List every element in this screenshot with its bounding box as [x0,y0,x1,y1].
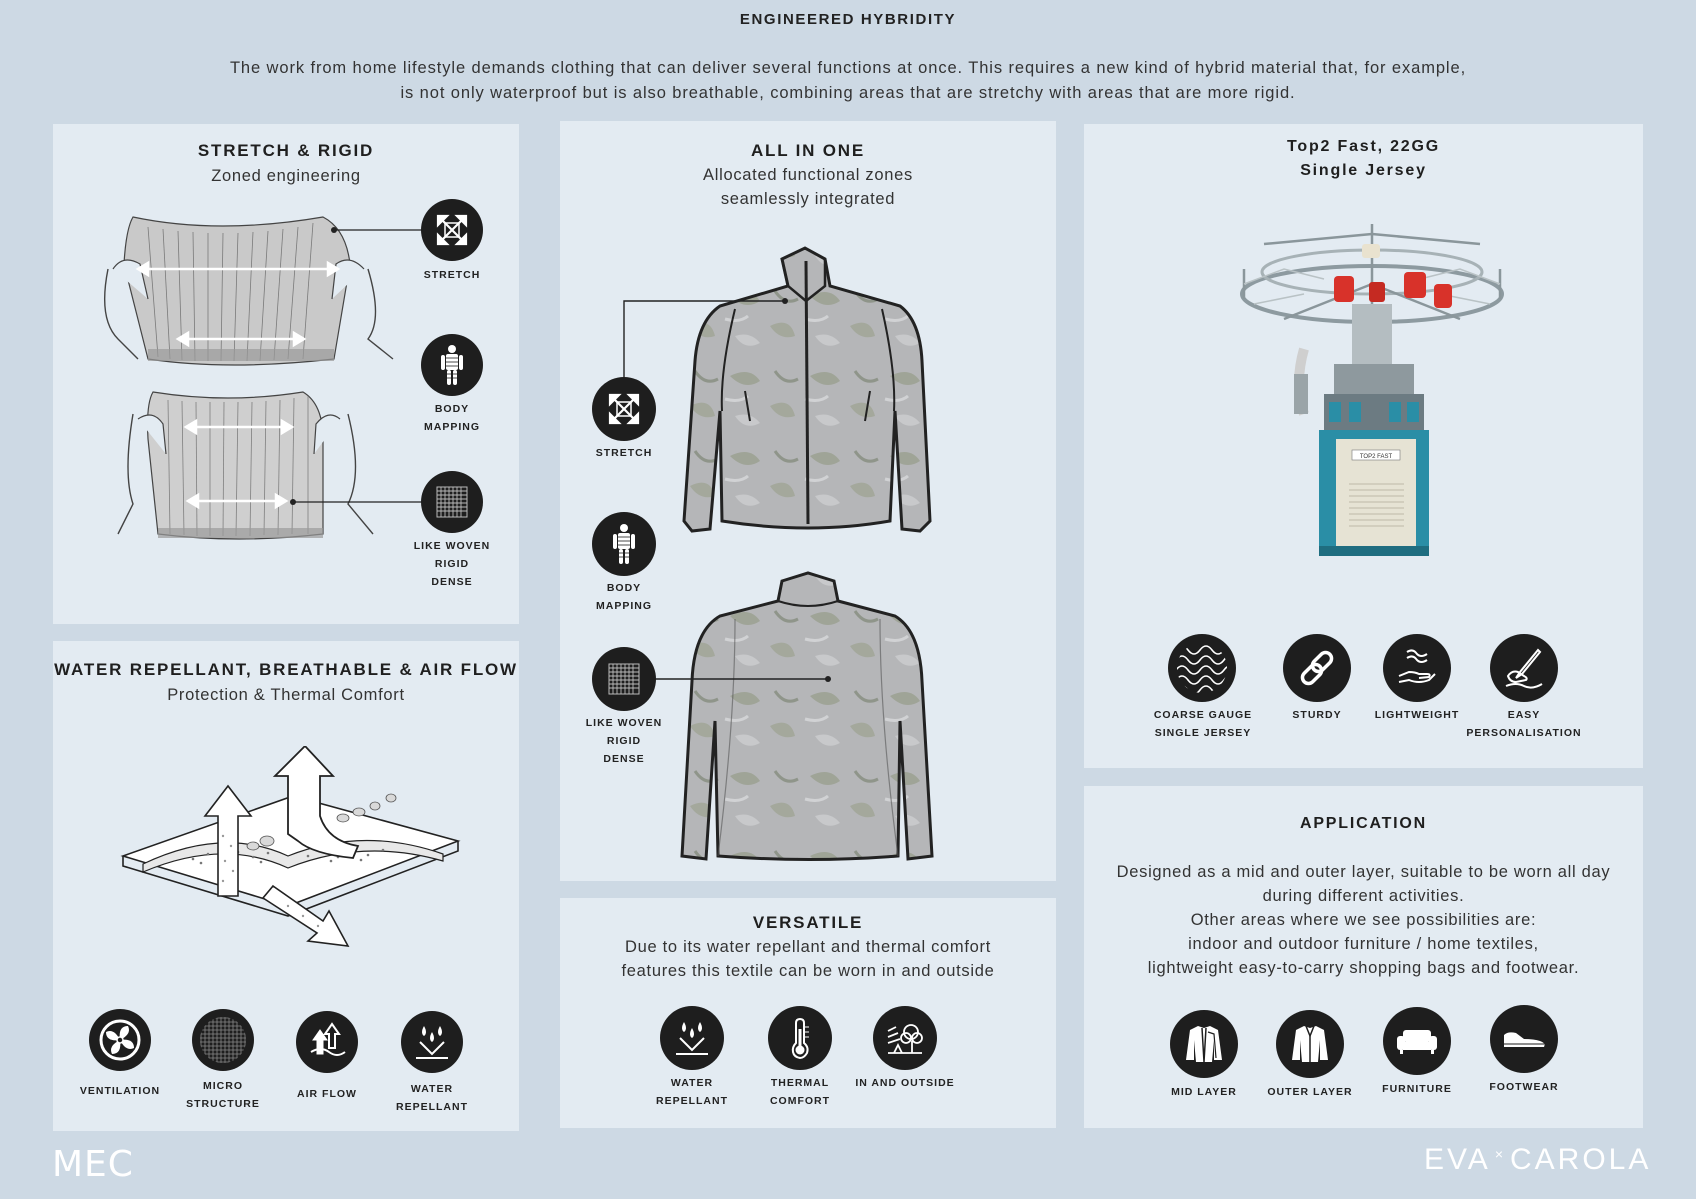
label-stretch: STRETCH [595,447,653,459]
logo-carola: CAROLA [1510,1143,1652,1176]
panel-machine [1084,124,1643,768]
label-outer-layer: OUTER LAYER [1267,1086,1353,1098]
air-flow-icon [296,1011,358,1073]
label-sturdy: STURDY [1292,709,1342,721]
water-drops-icon [401,1011,463,1073]
panel-stretch-rigid [53,124,519,624]
label-ventilation: VENTILATION [79,1085,161,1097]
jacket-back [682,573,932,860]
machine-plate-text: TOP2 FAST [1359,454,1393,460]
panel-versatile [560,898,1056,1128]
jacket-front [684,248,930,531]
micro-structure-icon [192,1009,254,1071]
panel-title: STRETCH & RIGID [197,141,375,160]
body-mapping-icon [592,512,656,576]
panel-title: WATER REPELLANT, BREATHABLE & AIR FLOW [54,660,518,679]
label-lightweight: LIGHTWEIGHT [1374,709,1460,721]
label-water-repellant: WATER REPELLANT [396,1083,468,1113]
panel-title: VERSATILE [752,913,864,932]
mec-logo: MEC [52,1144,134,1185]
sofa-icon [1383,1007,1451,1075]
panel-subtitle-2: seamlessly integrated [720,190,896,208]
woven-texture-icon [421,471,483,533]
ventilation-icon [89,1009,151,1071]
outer-layer-jacket-icon [1276,1010,1344,1078]
label-body-mapping: BODY MAPPING [595,582,652,612]
machine-subtitle: Single Jersey [1300,162,1427,179]
chain-link-icon [1283,634,1351,702]
knitting-machine-image [1224,224,1524,584]
label-coarse-gauge: COARSE GAUGE SINGLE JERSEY [1153,709,1253,739]
intro-line-2: is not only waterproof but is also breathable, combining areas that are stretchy with areas that are more rigid. [400,84,1296,102]
label-easy-personalisation: EASY PERSONALISATION [1466,709,1582,739]
panel-title: ALL IN ONE [750,141,866,160]
panel-text-1: Due to its water repellant and thermal comfort [624,938,992,956]
panel-subtitle-1: Allocated functional zones [703,166,913,184]
label-footwear: FOOTWEAR [1489,1081,1559,1093]
stretch-icon [421,199,483,261]
hand-pen-icon [1490,634,1558,702]
mid-layer-jacket-icon [1170,1010,1238,1078]
label-mid-layer: MID LAYER [1171,1086,1237,1098]
label-like-woven: LIKE WOVEN RIGID DENSE [413,540,491,588]
stretch-icon [592,377,656,441]
page-title: ENGINEERED HYBRIDITY [739,11,957,28]
body-mapping-icon [421,334,483,396]
knit-loop-icon [1168,634,1236,702]
label-like-woven: LIKE WOVEN RIGID DENSE [585,717,663,765]
panel-subtitle: Zoned engineering [211,167,361,185]
panel-all-in-one [560,121,1056,881]
tree-outdoor-icon [873,1006,937,1070]
label-in-and-outside: IN AND OUTSIDE [855,1077,955,1089]
panel-application [1084,786,1643,1128]
label-furniture: FURNITURE [1382,1083,1452,1095]
application-line-3: Other areas where we see possibilities are: [1190,911,1537,929]
application-line-5: lightweight easy-to-carry shopping bags and footwear. [1147,959,1580,977]
panel-title: APPLICATION [1299,815,1428,832]
label-thermal-comfort: THERMAL COMFORT [769,1077,831,1107]
label-water-repellant: WATER REPELLANT [656,1077,728,1107]
thermometer-icon [768,1006,832,1070]
application-line-4: indoor and outdoor furniture / home textiles, [1188,935,1539,953]
label-micro-structure: MICRO STRUCTURE [186,1080,260,1110]
machine-title: Top2 Fast, 22GG [1287,138,1440,155]
panel-water [53,641,519,1131]
hand-feather-icon [1383,634,1451,702]
intro-line-1: The work from home lifestyle demands clothing that can deliver several functions at once. This requires a new kind of hybrid material that, for example, [229,59,1467,77]
logo-eva: EVA [1424,1143,1491,1176]
water-drops-icon [660,1006,724,1070]
eva-carola-logo [1424,1143,1651,1177]
application-line-1: Designed as a mid and outer layer, suitable to be worn all day [1116,863,1611,881]
panel-text-2: features this textile can be worn in and outside [621,962,995,980]
logo-x: × [1494,1146,1506,1162]
label-body-mapping: BODY MAPPING [423,403,480,433]
woven-texture-icon [592,647,656,711]
application-line-2: during different activities. [1262,887,1465,905]
label-stretch: STRETCH [423,269,481,281]
membrane-illustration [113,746,473,956]
label-air-flow: AIR FLOW [297,1088,357,1100]
panel-subtitle: Protection & Thermal Comfort [167,686,405,704]
shoe-icon [1490,1005,1558,1073]
intro-text [170,56,1526,106]
